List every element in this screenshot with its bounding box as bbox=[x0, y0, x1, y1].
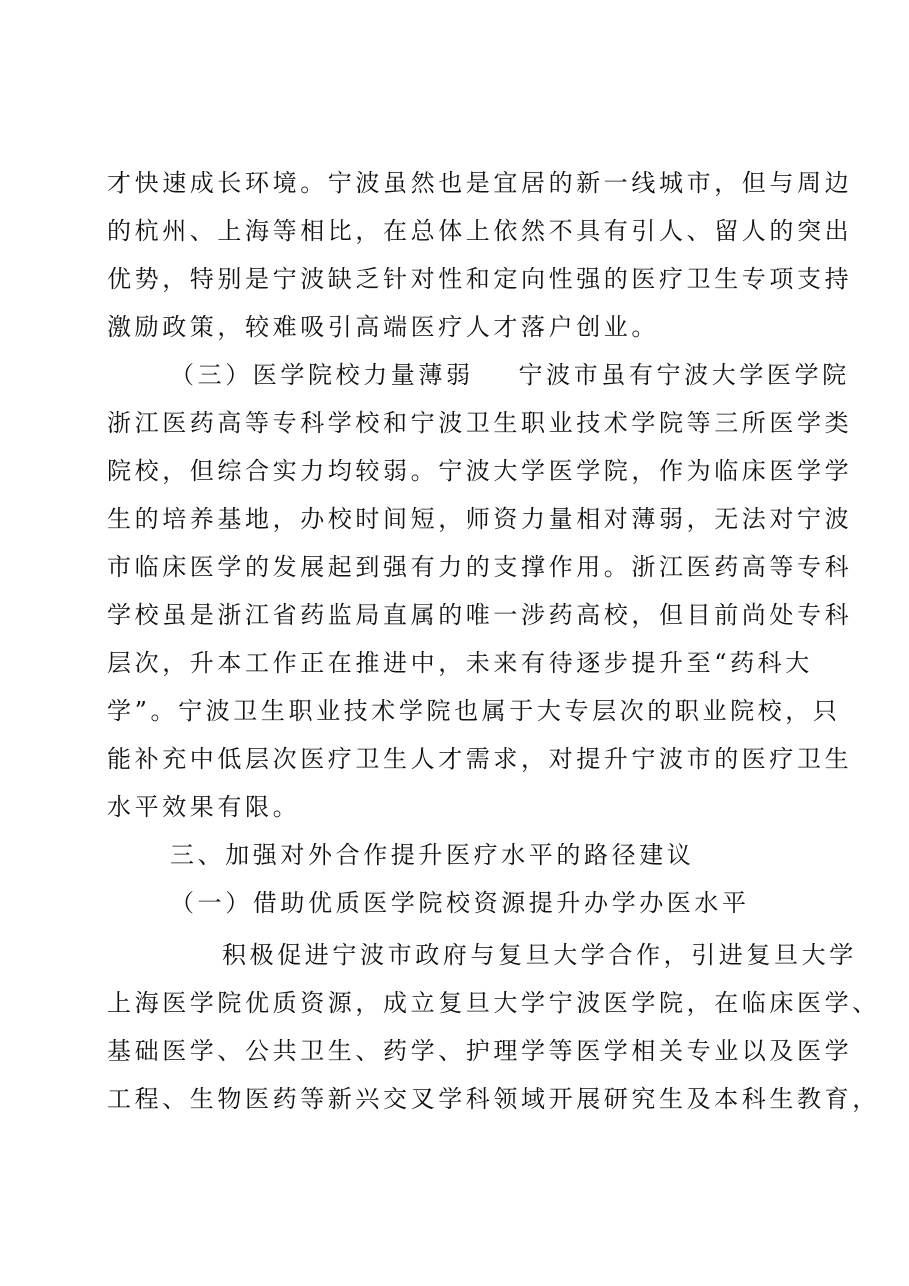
paragraph-line: 上海医学院优质资源，成立复旦大学宁波医学院，在临床医学、 bbox=[107, 989, 880, 1017]
paragraph-line: 才快速成长环境。宁波虽然也是宜居的新一线城市，但与周边 bbox=[107, 169, 853, 197]
paragraph-line: 能补充中低层次医疗卫生人才需求，对提升宁波市的医疗卫生 bbox=[107, 745, 853, 773]
paragraph-line: 浙江医药高等专科学校和宁波卫生职业技术学院等三所医学类 bbox=[107, 409, 853, 437]
section-heading-inline: （三）医学院校力量薄弱 宁波市虽有宁波大学医学院 bbox=[170, 361, 850, 389]
paragraph-line: 市临床医学的发展起到强有力的支撑作用。浙江医药高等专科 bbox=[107, 553, 853, 581]
section-heading: 三、加强对外合作提升医疗水平的路径建议 bbox=[170, 841, 695, 869]
paragraph-line: 生的培养基地，办校时间短，师资力量相对薄弱，无法对宁波 bbox=[107, 505, 853, 533]
paragraph-line: 学校虽是浙江省药监局直属的唯一涉药高校，但目前尚处专科 bbox=[107, 601, 853, 629]
paragraph-line: 工程、生物医药等新兴交叉学科领域开展研究生及本科生教育， bbox=[107, 1085, 880, 1113]
paragraph-line: 积极促进宁波市政府与复旦大学合作，引进复旦大学 bbox=[222, 941, 857, 969]
paragraph-line: 层次，升本工作正在推进中，未来有待逐步提升至“药科大 bbox=[107, 649, 813, 677]
paragraph-line: 激励政策，较难吸引高端医疗人才落户创业。 bbox=[107, 313, 659, 341]
paragraph-line: 水平效果有限。 bbox=[107, 793, 301, 821]
paragraph-line: 基础医学、公共卫生、药学、护理学等医学相关专业以及医学 bbox=[107, 1037, 853, 1065]
subsection-heading: （一）借助优质医学院校资源提升办学办医水平 bbox=[170, 889, 750, 917]
paragraph-line: 的杭州、上海等相比，在总体上依然不具有引人、留人的突出 bbox=[107, 217, 853, 245]
paragraph-line: 优势，特别是宁波缺乏针对性和定向性强的医疗卫生专项支持 bbox=[107, 265, 853, 293]
paragraph-line: 学”。宁波卫生职业技术学院也属于大专层次的职业院校，只 bbox=[107, 697, 841, 725]
paragraph-line: 院校，但综合实力均较弱。宁波大学医学院，作为临床医学学 bbox=[107, 457, 853, 485]
